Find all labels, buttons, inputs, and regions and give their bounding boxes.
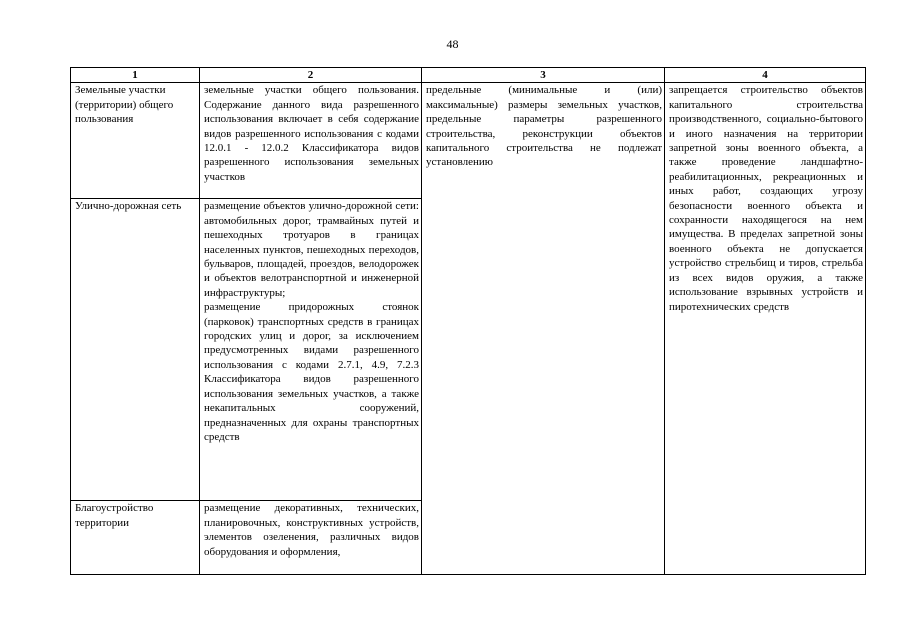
table-header-row bbox=[71, 68, 866, 83]
row-description-cell bbox=[200, 199, 422, 501]
restrictions-cell: запрещается строительство объектов капитального строительства производственного, социально-бытового и иного назначения на территории запретной зоны военного объекта, а также проведение ландшафтно-реабилитационных, рекреационных и иных работ, создающих угрозу безопасности военного объекта и сохранности находящегося на нем имущества. В пределах запретной зоны военного объекта не допускается устройство стрельбищ и тиров, стрельба из всех видов оружия, а также использование взрывных устройств и пиротехнических средств bbox=[665, 83, 866, 575]
row-name-cell: Земельные участки (территории) общего пользования bbox=[71, 83, 200, 199]
row-description-cell: размещение декоративных, технических, планировочных, конструктивных устройств, элементов озеленения, различных видов оборудования и оформления, bbox=[200, 501, 422, 575]
column-header-1: 1 bbox=[71, 68, 200, 83]
table-row bbox=[71, 83, 866, 199]
parameters-cell: предельные (минимальные и (или) максимальные) размеры земельных участков, предельные параметры разрешенного строительства, реконструкции объектов капитального строительства не подлежат установлению bbox=[422, 83, 665, 575]
description-paragraph: размещение объектов улично-дорожной сети: автомобильных дорог, трамвайных путей и пешеходных тротуаров в границах населенных пунктов, пешеходных переходов, бульваров, площадей, проездов, велодорожек и объектов велотранспортной и инженерной инфраструктуры; bbox=[204, 200, 419, 299]
page-number: 48 bbox=[446, 37, 459, 51]
land-use-table bbox=[70, 67, 866, 575]
row-name-cell: Улично-дорожная сеть bbox=[71, 199, 200, 501]
column-header-4: 4 bbox=[665, 68, 866, 83]
column-header-2: 2 bbox=[200, 68, 422, 83]
row-description-cell: земельные участки общего пользования. Содержание данного вида разрешенного использования включает в себя содержание видов разрешенного использования с кодами 12.0.1 - 12.0.2 Классификатора видов разрешенного использования земельных участков bbox=[200, 83, 422, 199]
description-paragraph: размещение придорожных стоянок (парковок) транспортных средств в границах городских улиц и дорог, за исключением предусмотренных видами разрешенного использования с кодами 2.7.1, 4.9, 7.2.3 Классификатора видов разрешенного использования земельных участков, а также некапитальных сооружений, предназначенных для охраны транспортных средств bbox=[204, 301, 419, 443]
column-header-3: 3 bbox=[422, 68, 665, 83]
row-name-cell: Благоустройство территории bbox=[71, 501, 200, 575]
